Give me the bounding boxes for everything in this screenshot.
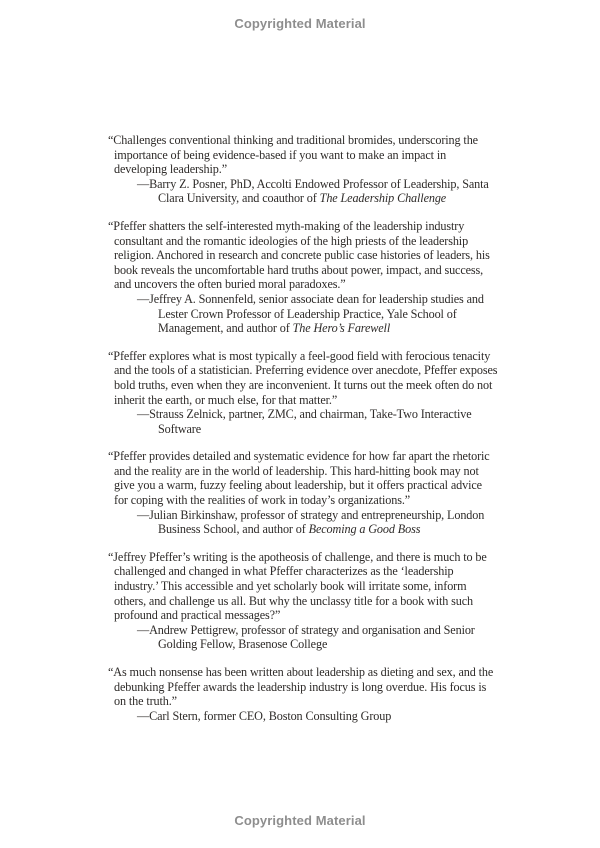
endorsement-quote: “Jeffrey Pfeffer’s writing is the apotheosis of challenge, and there is much to be challenged and changed in what Pfeffer characterizes as the ‘leadership industry.’ This accessible and yet scholarly book will irritate some, inform others, and challenge us all. But why the unclassy title for a book with such profound and practical messages?” xyxy=(108,549,487,623)
endorsement-attribution xyxy=(108,508,498,537)
endorsement-quote: “As much nonsense has been written about leadership as dieting and sex, and the debunking Pfeffer awards the leadership industry is long overdue. His focus is on the truth.” xyxy=(108,665,494,709)
endorsement-block xyxy=(108,665,498,723)
cited-work-title: The Hero’s Farewell xyxy=(292,321,391,336)
attribution-text: —Andrew Pettigrew, professor of strategy and organisation and Senior Golding Fellow, Brasenose College xyxy=(137,622,475,652)
cited-work-title: Becoming a Good Boss xyxy=(308,522,421,537)
attribution-text: —Carl Stern, former CEO, Boston Consulting Group xyxy=(137,708,392,723)
endorsement-block xyxy=(108,349,498,437)
endorsement-quote: “Pfeffer explores what is most typically a feel-good field with ferocious tenacity and the tools of a statistician. Preferring evidence over anecdote, Pfeffer exposes bold truths, even when they are inconvenient. It turns out the meek often do not inherit the earth, or much else, for that matter.” xyxy=(108,348,498,407)
endorsement-attribution xyxy=(108,407,498,436)
endorsement-attribution xyxy=(108,709,498,724)
endorsement-quote: “Pfeffer shatters the self-interested myth-making of the leadership industry consultant and the romantic ideologies of the high priests of the leadership religion. Anchored in research and concrete public case histories of leaders, his book reveals the uncomfortable hard truths about power, impact, and success, and uncovers the often buried moral paradoxes.” xyxy=(108,218,490,292)
endorsement-attribution xyxy=(108,623,498,652)
endorsement-block xyxy=(108,219,498,336)
endorsement-quote: “Challenges conventional thinking and traditional bromides, underscoring the importance of being evidence-based if you want to make an impact in developing leadership.” xyxy=(108,133,478,177)
endorsement-block xyxy=(108,133,498,206)
endorsements-section xyxy=(108,133,498,736)
endorsement-attribution xyxy=(108,177,498,206)
attribution-text: —Jeffrey A. Sonnenfeld, senior associate dean for leadership studies and Lester Crown Professor of Leadership Practice, Yale School of Management, and author of xyxy=(137,291,484,336)
attribution-text: —Barry Z. Posner, PhD, Accolti Endowed Professor of Leadership, Santa Clara University, and coauthor of xyxy=(137,176,489,206)
endorsement-block xyxy=(108,449,498,537)
copyright-notice-top: Copyrighted Material xyxy=(234,16,366,31)
endorsement-quote: “Pfeffer provides detailed and systematic evidence for how far apart the rhetoric and the reality are in the world of leadership. This hard-hitting book may not give you a warm, fuzzy feeling about leadership, but it offers practical advice for coping with the realities of work in today’s organizations.” xyxy=(108,449,490,508)
endorsement-attribution xyxy=(108,292,498,336)
attribution-text: —Julian Birkinshaw, professor of strategy and entrepreneurship, London Business School, and author of xyxy=(137,507,485,537)
copyright-notice-bottom: Copyrighted Material xyxy=(234,813,366,828)
cited-work-title: The Leadership Challenge xyxy=(319,191,447,206)
endorsement-block xyxy=(108,550,498,652)
attribution-text: —Strauss Zelnick, partner, ZMC, and chairman, Take-Two Interactive Software xyxy=(137,407,472,436)
